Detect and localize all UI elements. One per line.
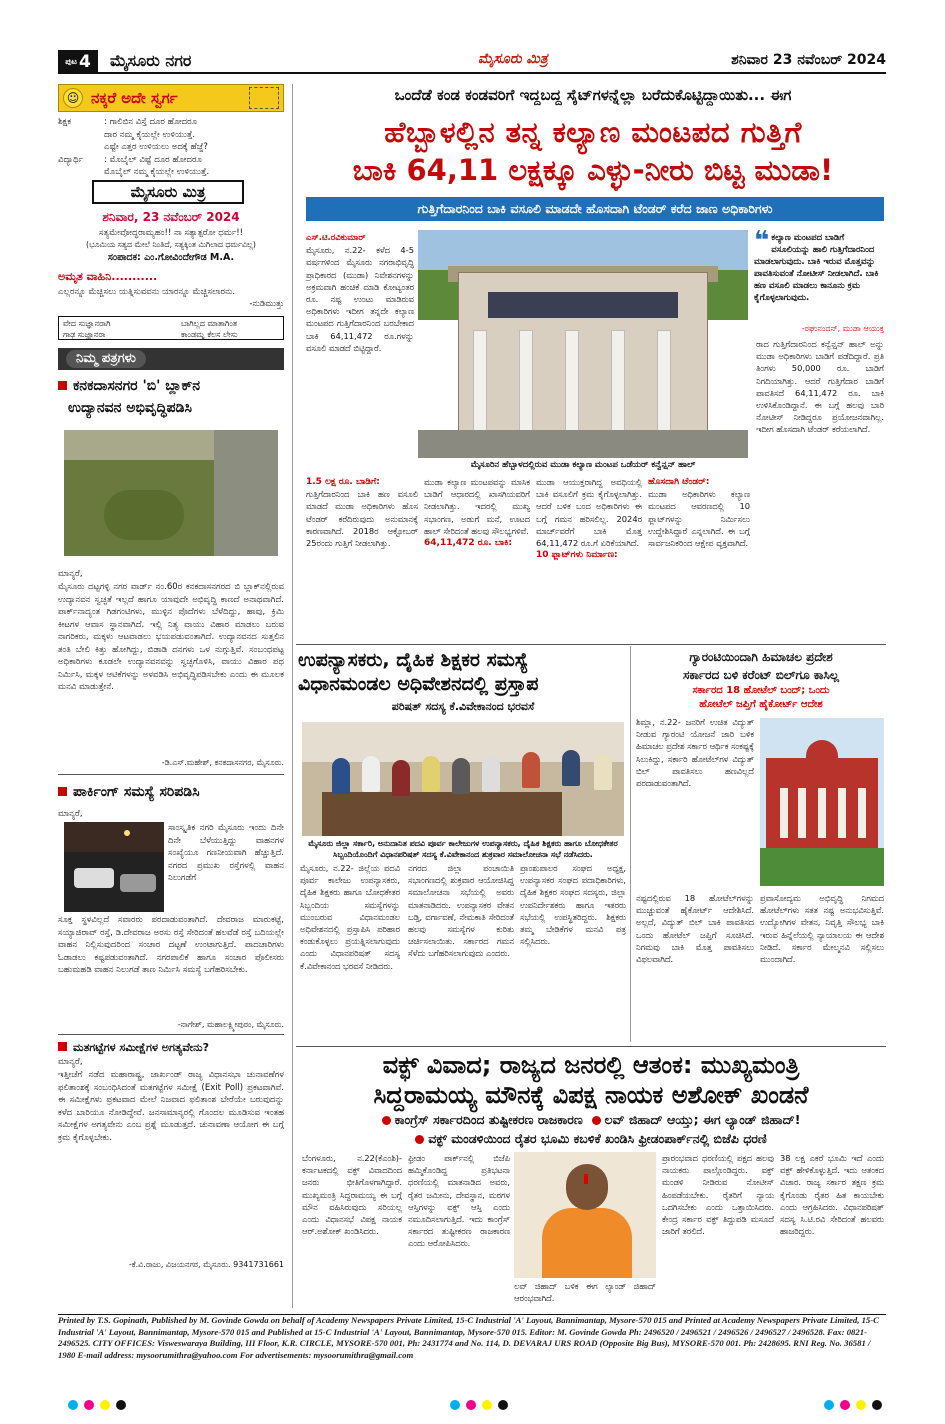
- humor-speaker: ಶಿಕ್ಷಕ: [58, 117, 72, 127]
- proverb-4: ಕಾಂಡಮ್ನ ಕೆಲಸ ಲೇಸು: [181, 330, 238, 339]
- waqf-story-col3: ಲವ್ ಜಿಹಾದ್ ಬಳಿಕ ಈಗ ಲ್ಯಾಂಡ್ ಜಿಹಾದ್ ಆರಂಭವಾಗಿದೆ.: [514, 1281, 656, 1304]
- main-story-right-col: ರಾದ ಗುತ್ತಿಗೆದಾರನಿಂದ ಕನ್ವೆನ್ಷನ್ ಹಾಲ್ ಅನ್ನು ಮುಡಾ ಅಧಿಕಾರಿಗಳು ಬಾಡಿಗೆ ಪಡೆದಿದ್ದಾರೆ. ಪ್ರತಿ ತಿಂಗಳು 50,000 ರೂ. ಬಾಡಿಗೆ ನಿಗದಿಯಾಗಿತ್ತು. ಆದರೆ ಗುತ್ತಿಗೆದಾರ ಬಾಡಿಗೆ ಪಾವತಿಸದೆ 64,11,472 ರೂ. ಬಾಕಿ ಉಳಿಸಿಕೊಂಡಿದ್ದಾನೆ. ಈ ಬಗ್ಗೆ ಹಲವು ಬಾರಿ ನೋಟೀಸ್ ನೀಡಿದ್ದರೂ ಪ್ರಯೋಜನವಾಗಿಲ್ಲ. ಇದೀಗ ಹೊಸದಾಗಿ ಟೆಂಡರ್ ಕರೆಯಲಾಗಿದೆ.: [756, 339, 884, 435]
- letter3-title: ಮತಗಟ್ಟೆಗಳ ಸಮೀಕ್ಷೆಗಳ ಅಗತ್ಯವೇನು?: [58, 1038, 284, 1058]
- teacher-story-col3: ಪ್ರಾಂಶುಪಾಲರ ಸಂಘದ ಅಧ್ಯಕ್ಷ, ಉಪನ್ಯಾಸಕರ ಸಂಘದ ಪದಾಧಿಕಾರಿಗಳು, ದೈಹಿಕ ಶಿಕ್ಷಕರ ಸಂಘದ ಸದಸ್ಯರು, ಜಿಲ್ಲಾ ಉಪನಿರ್ದೇಶಕರು ಹಾಗೂ ಇತರರು ಸಭೆಯಲ್ಲಿ ಉಪಸ್ಥಿತರಿದ್ದರು. ಶಿಕ್ಷಕರು ತಮ್ಮ ಬೇಡಿಕೆಗಳ ಮನವಿ ಪತ್ರ ಸಲ್ಲಿಸಿದರು.: [520, 863, 626, 947]
- ashok-portrait-photo: [514, 1152, 656, 1278]
- letter2-title: ಪಾರ್ಕಿಂಗ್ ಸಮಸ್ಯೆ ಸರಿಪಡಿಸಿ: [58, 782, 284, 802]
- waqf-headline-2: ಸಿದ್ದರಾಮಯ್ಯ ಮೌನಕ್ಕೆ ವಿಪಕ್ಷ ನಾಯಕ ಅಶೋಕ್ ಖಂಡನೆ: [373, 1081, 809, 1109]
- teacher-headline-2: ವಿಧಾನಮಂಡಲ ಅಧಿವೇಶನದಲ್ಲಿ ಪ್ರಸ್ತಾಪ: [298, 673, 539, 695]
- guarantee-headline-2: ಸರ್ಕಾರದ ಬಳಿ ಕರೆಂಟ್ ಬಿಲ್‌ಗೂ ಕಾಸಿಲ್ಲ: [682, 668, 840, 682]
- proverb-3: ಬಾಗಿಲ್ಲದ ಮಾತಾಗಿಂತ: [181, 319, 238, 328]
- humor-line: : ಮೊಬೈಲ್ ವಿಷ್ಟೆ ದೂರ ಹೋದರೂ: [104, 154, 202, 165]
- letter1-title: ಕನಕದಾಸನಗರ 'ಬಿ' ಬ್ಲಾಕ್‌ನ: [58, 376, 284, 396]
- section-title: ಮೈಸೂರು ನಗರ: [110, 51, 192, 70]
- waqf-subheadline-1: ಕಾಂಗ್ರೆಸ್ ಸರ್ಕಾರದಿಂದ ತುಷ್ಟೀಕರಣ ರಾಜಕಾರಣ ಲವ್ ಜಿಹಾದ್ ಆಯ್ತು; ಈಗ ಲ್ಯಾಂಡ್ ಜಿಹಾದ್!: [298, 1112, 884, 1128]
- quote-mark-icon: ❝: [754, 226, 770, 256]
- bullet-icon: [415, 1135, 424, 1144]
- letters-band: [58, 348, 284, 370]
- letter1-salutation: ಮಾನ್ಯರೆ,: [58, 569, 83, 579]
- left-column: [58, 84, 284, 1310]
- meeting-photo: [302, 722, 624, 836]
- mitra-motto-translation: (ಭೂಮಿಯ ಸತ್ಯದ ಮೇಲೆ ನಿಂತಿದೆ, ಸತ್ಯಕ್ಕಿಂತ ಮಿಗಿಲಾದ ಧರ್ಮವಿಲ್ಲ): [86, 240, 256, 249]
- letter3-sign: -ಕೆ.ವಿ.ರಾಜು, ವಿಜಯನಗರ, ಮೈಸೂರು. 9341731661: [128, 1260, 284, 1269]
- letter1-body: ಮೈಸೂರು ದಟ್ಟಗಳ್ಳಿ ನಗರ ವಾರ್ಡ್ ನಂ.60ರ ಕನಕದಾಸನಗರದ ಬಿ ಬ್ಲಾಕ್‌ನಲ್ಲಿರುವ ಉದ್ಯಾನವನ ಸ್ವಚ್ಛತೆ ಇಲ್ಲದೆ ಹಾಗೂ ಯಾವುದೇ ಅಭಿವೃದ್ಧಿ ಕಾಣದೆ ಅನಾಥವಾಗಿದೆ. ಪಾರ್ಕ್‌ನಾದ್ಯಂತ ಗಿಡಗಂಟಿಗಳು, ಮುಳ್ಳಿನ ಪೊದೆಗಳು ಬೆಳೆದಿದ್ದು, ಹಾವು, ಕ್ರಿಮಿ ಕೀಟಗಳ ಆವಾಸ ಸ್ಥಾನವಾಗಿದೆ. ಇಲ್ಲಿ ನಿತ್ಯ ವಾಯು ವಿಹಾರ ಮಾಡಲು ಬರುವ ನಾಗರಿಕರು, ಮಕ್ಕಳು ಆಟವಾಡಲು ಭಯಪಡುವಂತಾಗಿದೆ. ಉದ್ಯಾನವನದ ಸುತ್ತಲಿನ ತಂತಿ ಬೇಲಿ ಕಿತ್ತು ಹೋಗಿದ್ದು, ಬಿಡಾಡಿ ದನಗಳು ಒಳ ನುಗ್ಗುತ್ತಿವೆ. ಸಂಬಂಧಪಟ್ಟ ಅಧಿಕಾರಿಗಳು ಕೂಡಲೇ ಉದ್ಯಾನವನವನ್ನು ಸ್ವಚ್ಛಗೊಳಿಸಿ, ವಾಯು ವಿಹಾರ ಪಥ ನಿರ್ಮಿಸಿ, ಮಕ್ಕಳ ಆಟಿಕೆಗಳನ್ನು ಅಳವಡಿಸಿ ಅಭಿವೃದ್ಧಿಪಡಿಸಬೇಕು ಎಂದು ಈ ಮೂಲಕ ಮನವಿ ಮಾಡುತ್ತೇನೆ.: [58, 582, 284, 692]
- main-story-bottom-col3: [536, 476, 642, 646]
- teacher-story-col1: ಮೈಸೂರು, ನ.22- ಜಿಲ್ಲೆಯ ಪದವಿ ಪೂರ್ವ ಕಾಲೇಜು ಉಪನ್ಯಾಸಕರು, ದೈಹಿಕ ಶಿಕ್ಷಕರು ಹಾಗೂ ಬೋಧಕೇತರ ಸಿಬ್ಬಂದಿಯ ಸಮಸ್ಯೆಗಳನ್ನು ಮುಂಬರುವ ವಿಧಾನಮಂಡಲ ಅಧಿವೇಶನದಲ್ಲಿ ಪ್ರಸ್ತಾಪಿಸಿ ಪರಿಹಾರ ಕಂಡುಕೊಳ್ಳಲು ಪ್ರಯತ್ನಿಸಲಾಗುವುದು ಎಂದು ವಿಧಾನಪರಿಷತ್ ಸದಸ್ಯ ಕೆ.ವಿವೇಕಾನಂದ ಭರವಸೆ ನೀಡಿದರು.: [300, 863, 400, 971]
- humor-speaker: [58, 166, 104, 179]
- main-story-bottom-col1: [306, 476, 418, 652]
- letter1-sign: -ಡಿ.ಎಸ್.ಮಹೇಶ್, ಕನಕದಾಸನಗರ, ಮೈಸೂರು.: [161, 758, 284, 767]
- mitra-editor: ಸಂಪಾದಕ: ಎಂ.ಗೋವಿಂದೇಗೌಡ M.A.: [107, 252, 235, 263]
- guarantee-subheadline-2: ಹೋಟೆಲ್ ಜಪ್ತಿಗೆ ಹೈಕೋರ್ಟ್ ಆದೇಶ: [699, 699, 823, 710]
- main-story-bottom-col2: [424, 476, 530, 646]
- ladder-icon: [249, 87, 279, 109]
- teacher-subheadline: ಪರಿಷತ್ ಸದಸ್ಯ ಕೆ.ವಿವೇಕಾನಂದ ಭರವಸೆ: [391, 700, 535, 713]
- letters-band-title: ನಿಮ್ಮ ಪತ್ರಗಳು: [66, 350, 146, 368]
- masthead-small: ಮೈಸೂರು ಮಿತ್ರ: [478, 51, 548, 67]
- waqf-story-col1: ಬೆಂಗಳೂರು, ನ.22(ಕೆಎಂಶಿ)- ಕರ್ನಾಟಕದಲ್ಲಿ ವಕ್ಫ್ ವಿವಾದದಿಂದ ಜನರು ಭೀತಿಗೊಳಗಾಗಿದ್ದಾರೆ. ಮುಖ್ಯಮಂತ್ರಿ ಸಿದ್ದರಾಮಯ್ಯ ಈ ಬಗ್ಗೆ ಮೌನ ವಹಿಸಿರುವುದು ಸರಿಯಲ್ಲ ಎಂದು ವಿಧಾನಸಭೆ ವಿಪಕ್ಷ ನಾಯಕ ಆರ್.ಅಶೋಕ್ ಖಂಡಿಸಿದರು.: [302, 1153, 402, 1237]
- mitra-motto: ಸತ್ಯಮೇವೋದ್ಧರಾಮ್ಯಹಂ!! ನಾ ಸತ್ಯಾತ್ಪರೋ ಧರ್ಮ!!: [98, 228, 244, 238]
- main-subheadline-bar: ಗುತ್ತಿಗೆದಾರನಿಂದ ಬಾಕಿ ವಸೂಲಿ ಮಾಡದೇ ಹೊಸದಾಗಿ ಟೆಂಡರ್ ಕರೆದ ಜಾಣ ಅಧಿಕಾರಿಗಳು: [306, 197, 884, 221]
- page-header: [58, 50, 886, 74]
- humor-line: : ಗಾಲಿಬಿನ ವಿಸ್ತೆ ದೂರ ಹೋದರೂ: [104, 117, 198, 127]
- bullet-icon: [382, 1116, 391, 1125]
- main-story-bottom-col4: [648, 476, 750, 646]
- mitra-date: ಶನಿವಾರ, 23 ನವೆಂಬರ್ 2024: [102, 210, 240, 224]
- humor-speaker: ವಿದ್ಯಾರ್ಥಿ: [58, 154, 84, 165]
- mysooru-mitra-logo: ಮೈಸೂರು ಮಿತ್ರ: [92, 180, 244, 204]
- waqf-headline-1: ವಕ್ಫ್ ವಿವಾದ; ರಾಜ್ಯದ ಜನರಲ್ಲಿ ಆತಂಕ: ಮುಖ್ಯಮಂತ್ರಿ: [382, 1051, 800, 1079]
- main-kicker: ಒಂದೆಡೆ ಕಂಡ ಕಂಡವರಿಗೆ ಇದ್ದಬದ್ದ ಸೈಟ್‌ಗಳನ್ನೆಲ್ಲಾ ಬರೆದುಕೊಟ್ಟಿದ್ದಾಯಿತು... ಈಗ: [394, 86, 792, 104]
- subhead-flats: 10 ಫ್ಲಾಟ್‌ಗಳು ನಿರ್ಮಾಣ:: [536, 550, 618, 561]
- pull-quote: [754, 226, 884, 332]
- letter2-salutation: ಮಾನ್ಯರೆ,: [58, 809, 83, 819]
- parking-photo: [64, 822, 164, 912]
- teacher-headline-1: ಉಪನ್ಯಾಸಕರು, ದೈಹಿಕ ಶಿಕ್ಷಕರ ಸಮಸ್ಯೆ: [298, 649, 529, 671]
- bullet-icon: [592, 1116, 601, 1125]
- letter2-sign: -ನಾಗೇಶ್, ಮಹಾಲಕ್ಷ್ಮೀಪುರಂ, ಮೈಸೂರು.: [177, 1020, 284, 1029]
- subhead-rent: 1.5 ಲಕ್ಷ ರೂ. ಬಾಡಿಗೆ:: [306, 477, 380, 487]
- humor-line: ಎಷ್ಟೇ ಎತ್ತರ ಉಳಿಯಲು ಅದಕ್ಕೆ ಹೆಜ್ಜೆ?: [104, 142, 208, 152]
- amrita-body: [58, 286, 284, 310]
- guarantee-subheadline-1: ಸರ್ಕಾರದ 18 ಹೋಟೆಲ್ ಬಂದ್; ಒಂದು: [692, 685, 830, 696]
- pull-quote-credit: -ರಘುನಂದನ್, ಮುಡಾ ಆಯುಕ್ತ: [801, 324, 884, 333]
- main-story-col1: [306, 232, 414, 432]
- byline: ಎಸ್.ಟಿ.ರವಿಕುಮಾರ್: [306, 233, 366, 243]
- main-headline-1: ಹೆಬ್ಬಾಳಲ್ಲಿನ ತನ್ನ ಕಲ್ಯಾಣ ಮಂಟಪದ ಗುತ್ತಿಗೆ: [384, 115, 802, 149]
- waqf-subheadline-2: ವಕ್ಫ್ ಮಂಡಳಿಯಿಂದ ರೈತರ ಭೂಮಿ ಕಬಳಿಕೆ ಖಂಡಿಸಿ ಫ್ರೀಡಂಪಾರ್ಕ್‌ನಲ್ಲಿ ಬಿಜೆಪಿ ಧರಣಿ: [298, 1131, 884, 1147]
- guarantee-story-col2: ನಷ್ಟದಲ್ಲಿರುವ 18 ಹೋಟೆಲ್‌ಗಳನ್ನು ಮುಚ್ಚುವಂತೆ ಹೈಕೋರ್ಟ್ ಆದೇಶಿಸಿದೆ. ಅಲ್ಲದೆ, ವಿದ್ಯುತ್ ಬಿಲ್ ಬಾಕಿ ಪಾವತಿಸದ ಒಂದು ಹೋಟೆಲ್ ಜಪ್ತಿಗೆ ಸೂಚಿಸಿದೆ. ನಿಗಮವು ಬಾಕಿ ಮೊತ್ತ ಪಾವತಿಸಲು ವಿಫಲವಾಗಿದೆ.: [636, 893, 754, 965]
- waqf-story-col2: ಫ್ರೀಡಂ ಪಾರ್ಕ್‌ನಲ್ಲಿ ಬಿಜೆಪಿ ಹಮ್ಮಿಕೊಂಡಿದ್ದ ಪ್ರತಿಭಟನಾ ಧರಣಿಯಲ್ಲಿ ಮಾತನಾಡಿದ ಅವರು, ರೈತರ ಜಮೀನು, ದೇವಸ್ಥಾನ, ಮಠಗಳ ಆಸ್ತಿಗಳನ್ನು ವಕ್ಫ್ ಆಸ್ತಿ ಎಂದು ನಮೂದಿಸಲಾಗುತ್ತಿದೆ. ಇದು ಕಾಂಗ್ರೆಸ್ ಸರ್ಕಾರದ ತುಷ್ಟೀಕರಣ ರಾಜಕಾರಣ ಎಂದು ಆರೋಪಿಸಿದರು.: [408, 1153, 510, 1249]
- letter3-body: ಇತ್ತೀಚೆಗೆ ನಡೆದ ಮಹಾರಾಷ್ಟ್ರ, ಜಾರ್ಖಂಡ್ ರಾಜ್ಯ ವಿಧಾನಸಭಾ ಚುನಾವಣೆಗಳ ಫಲಿತಾಂಶಕ್ಕೆ ಸಂಬಂಧಿಸಿದಂತೆ ಮತಗಟ್ಟೆಗಳ ಸಮೀಕ್ಷೆ (Exit Poll) ಪ್ರಕಟವಾಗಿವೆ. ಈ ಸಮೀಕ್ಷೆಗಳು ಪ್ರಕಟವಾದ ಮೇಲೆ ನಿಜವಾದ ಫಲಿತಾಂಶ ಬೇರೆಯೇ ಬರುವುದನ್ನು ಕಳೆದ ಬಾರಿಯೂ ನೋಡಿದ್ದೇವೆ. ಜನಸಾಮಾನ್ಯರಲ್ಲಿ ಗೊಂದಲ ಮೂಡಿಸುವ ಇಂತಹ ಸಮೀಕ್ಷೆಗಳ ಅಗತ್ಯವೇನು ಎಂಬ ಪ್ರಶ್ನೆ ಮೂಡುತ್ತದೆ. ಚುನಾವಣಾ ಆಯೋಗ ಈ ಬಗ್ಗೆ ಕ್ರಮ ಕೈಗೊಳ್ಳಬೇಕು.: [58, 1070, 284, 1143]
- main-story-bottom-text: ಗುತ್ತಿಗೆದಾರನಿಂದ ಬಾಕಿ ಹಣ ವಸೂಲಿ ಮಾಡದೆ ಮುಡಾ ಅಧಿಕಾರಿಗಳು ಹೊಸ ಟೆಂಡರ್ ಕರೆದಿರುವುದು ಅನುಮಾನಕ್ಕೆ ಕಾರಣವಾಗಿದೆ. 2018ರ ಆಕ್ಟೋಬರ್ 25ರಂದು ಗುತ್ತಿಗೆ ನೀಡಲಾಗಿತ್ತು.: [306, 489, 418, 549]
- teacher-story-col2: ನಗರದ ಜಿಲ್ಲಾ ಪಂಚಾಯಿತಿ ಸಭಾಂಗಣದಲ್ಲಿ ಶುಕ್ರವಾರ ಆಯೋಜಿಸಿದ್ದ ಸಮಾಲೋಚನಾ ಸಭೆಯಲ್ಲಿ ಅವರು ಮಾತನಾಡಿದರು. ಉಪನ್ಯಾಸಕರ ವೇತನ ಬಡ್ತಿ, ವರ್ಗಾವಣೆ, ನೇಮಕಾತಿ ಸೇರಿದಂತೆ ಹಲವು ಸಮಸ್ಯೆಗಳ ಕುರಿತು ಚರ್ಚಿಸಲಾಯಿತು. ಸರ್ಕಾರದ ಗಮನ ಸೆಳೆದು ಬಗೆಹರಿಸಲಾಗುವುದು ಎಂದರು.: [408, 863, 514, 959]
- imprint-footer: Printed by T.S. Gopinath, Published by M. Govinde Gowda on behalf of Academy Newspapers Private Limited, 15-C Industrial 'A' Layout, Bannimantap, Mysore-570 015 and Printed at Academy Newspapers Private Limited, 15-C Industrial 'A' Layout, Bannimantap, Mysore-570 015 and Published at 15-C Industrial 'A' Layout, Bannimantap, Mysore-570 015. Editor: M. Govinde Gowda Ph: 2496520 / 2496521 / 2496526 / 2496527 / 2496528. Fax: 0821-2496525. CITY OFFICES: Visweswaraya Building, III Floor, K.R. CIRCLE, MYSORE-570 001, Ph: 2431774 and No. 114, D. DEVARAJ URS ROAD (Opposite Big Bus), MYSORE-570 001. Ph: 2428695. RNI Reg. No. 36581 / 1980 E-mail address: mysoorumithra@yahoo.com For advertisements: mysoorumithra@gmail.com: [58, 1314, 886, 1386]
- proverb-2: ಗಾಢ ಸುಜ್ಞಾನರಾ: [63, 330, 106, 339]
- humor-body: [58, 116, 284, 179]
- page-number-box: $^{ಪುಟ}$ 4: [58, 50, 98, 74]
- amrita-title: ಅಮೃತ ವಾಹಿನಿ...........: [58, 270, 158, 283]
- photo-caption: ಮೈಸೂರಿನ ಹೆಬ್ಬಾಳದಲ್ಲಿರುವ ಮುಡಾ ಕಲ್ಯಾಣ ಮಂಟಪ ಒಡೆಯರ್ ಕನ್ವೆನ್ಷನ್ ಹಾಲ್: [470, 460, 696, 470]
- park-photo: [64, 430, 278, 556]
- registration-marks: [58, 1398, 886, 1412]
- subhead-tender: ಹೊಸದಾಗಿ ಟೆಂಡರ್:: [648, 477, 710, 487]
- humor-line: ದಾರ ನಮ್ಮ ಕೈಯಲ್ಲೇ ಉಳಿಯುತ್ತೆ.: [104, 129, 196, 140]
- guarantee-story-col1: ಶಿಮ್ಲಾ, ನ.22- ಜನರಿಗೆ ಉಚಿತ ವಿದ್ಯುತ್ ನೀಡುವ ಗ್ಯಾರಂಟಿ ಯೋಜನೆ ಜಾರಿ ಬಳಿಕ ಹಿಮಾಚಲ ಪ್ರದೇಶ ಸರ್ಕಾರ ಆರ್ಥಿಕ ಸಂಕಷ್ಟಕ್ಕೆ ಸಿಲುಕಿದ್ದು, ಸರ್ಕಾರಿ ಹೋಟೆಲ್‌ಗಳ ವಿದ್ಯುತ್ ಬಿಲ್ ಪಾವತಿಸಲು ಹಣವಿಲ್ಲದೆ ಪರದಾಡುವಂತಾಗಿದೆ.: [636, 717, 754, 789]
- waqf-story-col5: 38 ಲಕ್ಷ ಎಕರೆ ಭೂಮಿ ಇದೆ ಎಂದು ವಕ್ಫ್ ಹೇಳಿಕೊಳ್ಳುತ್ತಿದೆ. ಇದು ಆತಂಕದ ವಿಚಾರ. ರಾಜ್ಯ ಸರ್ಕಾರ ತಕ್ಷಣ ಕ್ರಮ ಕೈಗೊಂಡು ರೈತರ ಹಿತ ಕಾಯಬೇಕು ಎಂದು ಆಗ್ರಹಿಸಿದರು. ವಿಧಾನಪರಿಷತ್ ಸದಸ್ಯ ಸಿ.ಟಿ.ರವಿ ಸೇರಿದಂತೆ ಹಲವರು ಹಾಜರಿದ್ದರು.: [780, 1153, 884, 1237]
- proverb-1: ವೇದ ಸುಜ್ಞಾನರಾಗಿ: [63, 319, 111, 328]
- convention-hall-photo: [418, 230, 748, 458]
- pull-quote-text: ಕಲ್ಯಾಣ ಮಂಟಪದ ಬಾಡಿಗೆ ವಸೂಲಿಯನ್ನು ಹಾಲಿ ಗುತ್ತಿಗೆದಾರನಿಂದ ಮಾಡಲಾಗುವುದು. ಬಾಕಿ ಇರುವ ಮೊತ್ತವನ್ನು ಪಾವತಿಸುವಂತೆ ನೋಟೀಸ್ ನೀಡಲಾಗಿದೆ. ಬಾಕಿ ಹಣ ವಸೂಲಿ ಮಾಡಲು ಕಾನೂನು ಕ್ರಮ ಕೈಗೊಳ್ಳಲಾಗುವುದು.: [754, 233, 879, 303]
- waqf-story-col4: ಪ್ರಾರಂಭವಾದ ಧರಣಿಯಲ್ಲಿ ಪಕ್ಷದ ಹಲವು ನಾಯಕರು ಪಾಲ್ಗೊಂಡಿದ್ದರು. ವಕ್ಫ್ ಮಂಡಳಿ ನೀಡಿರುವ ನೋಟೀಸ್ ಹಿಂಪಡೆಯಬೇಕು. ರೈತರಿಗೆ ನ್ಯಾಯ ಒದಗಿಸಬೇಕು ಎಂದು ಒತ್ತಾಯಿಸಿದರು. ಕೇಂದ್ರ ಸರ್ಕಾರ ವಕ್ಫ್ ತಿದ್ದುಪಡಿ ಮಸೂದೆ ಜಾರಿಗೆ ತರಲಿದೆ.: [662, 1153, 774, 1237]
- main-story-bottom-text: ಮುಡಾ ಆಯುಕ್ತರಾಗಿದ್ದ ಅವಧಿಯಲ್ಲಿ ಬಾಕಿ ವಸೂಲಿಗೆ ಕ್ರಮ ಕೈಗೊಳ್ಳಲಾಗಿತ್ತು. ಆದರೆ ಬಳಿಕ ಬಂದ ಅಧಿಕಾರಿಗಳು ಈ ಬಗ್ಗೆ ಗಮನ ಹರಿಸಲಿಲ್ಲ. 2024ರ ಮಾರ್ಚ್‌ವರೆಗೆ ಬಾಕಿ ಮೊತ್ತ 64,11,472 ರೂ.ಗೆ ಏರಿಕೆಯಾಗಿದೆ.: [536, 477, 642, 549]
- guarantee-headline-1: ಗ್ಯಾರಂಟಿಯಿಂದಾಗಿ ಹಿಮಾಚಲ ಪ್ರದೇಶ: [689, 650, 833, 664]
- amrita-text: ಎಲ್ಲರನ್ನೂ ಮೆಚ್ಚಿಸಲು ಯತ್ನಿಸುವವನು ಯಾರನ್ನೂ ಮೆಚ್ಚಿಸಲಾರನು.: [58, 287, 236, 297]
- main-headline-2: ಬಾಕಿ 64,11 ಲಕ್ಷಕ್ಕೂ ಎಳ್ಳು-ನೀರು ಬಿಟ್ಟ ಮುಡಾ!: [352, 153, 834, 187]
- amrita-author: -ನುಡಿಮುತ್ತು: [249, 299, 284, 309]
- humor-speaker: [58, 129, 104, 142]
- proverb-box: [58, 316, 284, 340]
- humor-header: [58, 84, 284, 112]
- header-date: ಶನಿವಾರ 23 ನವೆಂಬರ್ 2024: [731, 52, 886, 68]
- main-story-bottom-text: ಮುಡಾ ಕಲ್ಯಾಣ ಮಂಟಪವನ್ನು ಮಾಸಿಕ ಬಾಡಿಗೆ ಆಧಾರದಲ್ಲಿ ಖಾಸಗಿಯವರಿಗೆ ನೀಡಲಾಗಿತ್ತು. ಇದರಲ್ಲಿ ಮುಖ್ಯ ಸಭಾಂಗಣ, ಅಡುಗೆ ಮನೆ, ಊಟದ ಹಾಲ್ ಸೇರಿದಂತೆ ಹಲವು ಸೌಲಭ್ಯಗಳಿವೆ.: [424, 477, 530, 536]
- humor-title: ನಕ್ಕರೆ ಅದೇ ಸ್ವರ್ಗ: [91, 89, 178, 107]
- guarantee-story-col3: ಪ್ರವಾಸೋದ್ಯಮ ಅಭಿವೃದ್ಧಿ ನಿಗಮದ ಹೋಟೆಲ್‌ಗಳು ಸತತ ನಷ್ಟ ಅನುಭವಿಸುತ್ತಿವೆ. ಉದ್ಯೋಗಿಗಳ ವೇತನ, ನಿವೃತ್ತಿ ಸೌಲಭ್ಯ ಬಾಕಿ ಇರುವ ಹಿನ್ನೆಲೆಯಲ್ಲಿ ನ್ಯಾಯಾಲಯ ಈ ಆದೇಶ ನೀಡಿದೆ. ಸರ್ಕಾರ ಮೇಲ್ಮನವಿ ಸಲ್ಲಿಸಲು ಮುಂದಾಗಿದೆ.: [760, 893, 884, 965]
- humor-line: ಮೊಬೈಲ್ ನಮ್ಮ ಕೈಯಲ್ಲೇ ಉಳಿಯುತ್ತೆ.: [104, 167, 210, 177]
- main-story-col1-text: ಮೈಸೂರು, ನ.22- ಕಳೆದ 4-5 ವರ್ಷಗಳಿಂದ ಮೈಸೂರು ನಗರಾಭಿವೃದ್ಧಿ ಪ್ರಾಧಿಕಾರದ (ಮುಡಾ) ನಿವೇಶನಗಳನ್ನು ಅಕ್ರಮವಾಗಿ ಹಂಚಿಕೆ ಮಾಡಿ ಕೋಟ್ಯಂತರ ರೂ. ನಷ್ಟ ಉಂಟು ಮಾಡಿರುವ ಅಧಿಕಾರಿಗಳು ಇದೀಗ ತನ್ನದೇ ಕಲ್ಯಾಣ ಮಂಟಪದ ಗುತ್ತಿಗೆದಾರನಿಂದ ಬರಬೇಕಾದ ಬಾಕಿ 64,11,472 ರೂ.ಗಳನ್ನು ವಸೂಲಿ ಮಾಡದೆ ಬಿಟ್ಟಿದ್ದಾರೆ.: [306, 245, 414, 353]
- letter1-title-line2: ಉದ್ಯಾನವನ ಅಭಿವೃದ್ಧಿಪಡಿಸಿ: [68, 400, 192, 416]
- high-court-photo: [760, 718, 884, 886]
- letter3-salutation: ಮಾನ್ಯರೆ,: [58, 1057, 83, 1067]
- subhead-dues: 64,11,472 ರೂ. ಬಾಕಿ:: [424, 538, 512, 549]
- main-story-bottom-text: ಮುಡಾ ಅಧಿಕಾರಿಗಳು ಕಲ್ಯಾಣ ಮಂಟಪದ ಆವರಣದಲ್ಲಿ 10 ಫ್ಲಾಟ್‌ಗಳನ್ನು ನಿರ್ಮಿಸಲು ಉದ್ದೇಶಿಸಿದ್ದಾರೆ ಎನ್ನಲಾಗಿದೆ. ಈ ಬಗ್ಗೆ ಸಾರ್ವಜನಿಕರಿಂದ ಆಕ್ಷೇಪ ವ್ಯಕ್ತವಾಗಿದೆ.: [648, 489, 750, 549]
- letter2-body-a: ಸಾಂಸ್ಕೃತಿಕ ನಗರಿ ಮೈಸೂರು ಇಂದು ದಿನೇ ದಿನೇ ಬೆಳೆಯುತ್ತಿದ್ದು ವಾಹನಗಳ ಸಂಖ್ಯೆಯೂ ಗಣನೀಯವಾಗಿ ಹೆಚ್ಚುತ್ತಿದೆ. ನಗರದ ಪ್ರಮುಖ ರಸ್ತೆಗಳಲ್ಲಿ ವಾಹನ ನಿಲುಗಡೆಗೆ: [168, 823, 284, 883]
- humor-speaker: [58, 141, 104, 154]
- meeting-photo-caption: ಮೈಸೂರು ಜಿಲ್ಲಾ ಸರ್ಕಾರಿ, ಅನುದಾನಿತ ಪದವಿ ಪೂರ್ವ ಕಾಲೇಜುಗಳ ಉಪನ್ಯಾಸಕರು, ದೈಹಿಕ ಶಿಕ್ಷಕರು ಹಾಗೂ ಬೋಧಕೇತರ ಸಿಬ್ಬಂದಿಯೊಂದಿಗೆ ವಿಧಾನಪರಿಷತ್ ಸದಸ್ಯ ಕೆ.ವಿವೇಕಾನಂದ ಶುಕ್ರವಾರ ಸಮಾಲೋಚನಾ ಸಭೆ ನಡೆಸಿದರು.: [308, 839, 618, 859]
- laughing-face-icon: ☺: [63, 88, 83, 108]
- letter2-body-b: ಸೂಕ್ತ ಸ್ಥಳವಿಲ್ಲದೆ ಸವಾರರು ಪರದಾಡುವಂತಾಗಿದೆ. ದೇವರಾಜ ಮಾರುಕಟ್ಟೆ, ಸಯ್ಯಾಜಿರಾವ್ ರಸ್ತೆ, ಡಿ.ದೇವರಾಜ ಅರಸು ರಸ್ತೆ ಸೇರಿದಂತೆ ಹಲವೆಡೆ ರಸ್ತೆ ಬದಿಯಲ್ಲೇ ವಾಹನ ನಿಲ್ಲಿಸುವುದರಿಂದ ಸಂಚಾರ ದಟ್ಟಣೆ ಉಂಟಾಗುತ್ತಿದೆ. ಪಾದಚಾರಿಗಳು ಓಡಾಡಲು ಕಷ್ಟಪಡುವಂತಾಗಿದೆ. ನಗರಪಾಲಿಕೆ ಹಾಗೂ ಸಂಚಾರ ಪೊಲೀಸರು ಬಹುಮಹಡಿ ವಾಹನ ನಿಲುಗಡೆ ತಾಣ ನಿರ್ಮಿಸಿ ಸಮಸ್ಯೆ ಬಗೆಹರಿಸಬೇಕು.: [58, 915, 284, 975]
